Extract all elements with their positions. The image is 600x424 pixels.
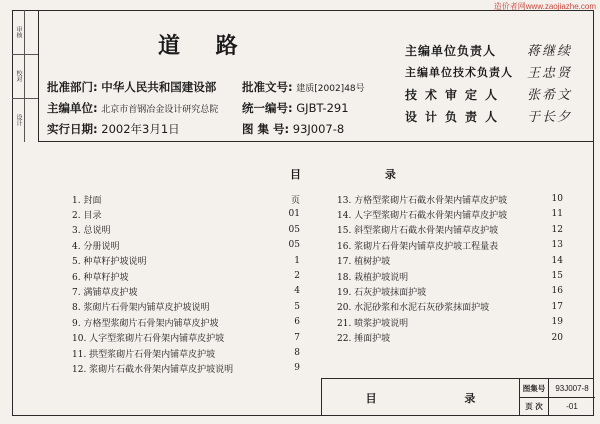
editor-unit-label: 主编单位: (47, 101, 98, 115)
signature-name: 蒋继续 (527, 44, 573, 59)
toc-item-title: 1. 封面 (72, 195, 102, 206)
toc-item-title: 21. 喷浆护坡说明 (337, 318, 409, 329)
toc-item[interactable] (337, 223, 563, 237)
toc-item[interactable] (337, 331, 563, 345)
responsible-role: 主编单位负责人 (405, 44, 497, 58)
toc-item[interactable] (72, 361, 300, 375)
atlas-no-value: 93J007-8 (292, 122, 345, 136)
signature-strip (12, 10, 39, 142)
toc-item-page: 7 (294, 332, 300, 343)
atlas-number-value: 93J007-8 (555, 383, 589, 393)
toc-item-title: 2. 目录 (72, 210, 102, 221)
toc-item-page: 9 (294, 363, 300, 374)
toc-item-title: 19. 石灰护坡抹面护坡 (337, 287, 427, 298)
signature-role-design: 设计 (15, 114, 22, 126)
toc-item-page: 4 (294, 286, 300, 297)
page-title: 道 路 (158, 33, 252, 59)
toc-item-title: 16. 浆砌片石骨架内铺草皮护坡工程量表 (337, 241, 499, 252)
editor-unit-value: 北京市首钢冶金设计研究总院 (101, 105, 219, 115)
toc-item-page: 20 (551, 332, 563, 343)
toc-item-title: 5. 种草籽护坡说明 (72, 257, 147, 268)
toc-item-page: 17 (551, 301, 563, 312)
toc-item-page: 14 (551, 255, 563, 266)
approval-doc (242, 79, 365, 95)
toc-item-page: 05 (288, 224, 300, 235)
toc-item-page: 2 (294, 271, 300, 281)
page-number-value: -01 (549, 397, 595, 415)
toc-item[interactable] (337, 284, 563, 298)
toc-item-title: 9. 方格型浆砌片石骨架内铺草皮护坡 (72, 318, 219, 329)
atlas-number-label: 图集号 (520, 379, 549, 397)
toc-item-page: 页 (290, 195, 300, 206)
toc-item[interactable] (72, 192, 300, 206)
approval-doc-label: 批准文号: (242, 80, 293, 94)
toc-item-title: 4. 分册说明 (72, 241, 120, 252)
toc-item[interactable] (72, 346, 300, 360)
effective-date-value: 2002年3月1日 (101, 122, 180, 136)
approval-dept-label: 批准部门: (47, 80, 98, 94)
approval-dept (47, 79, 216, 95)
toc-item-title: 20. 水泥砂浆和水泥石灰砂浆抹面护坡 (337, 303, 490, 314)
effective-date-label: 实行日期: (47, 122, 98, 136)
toc-item[interactable] (337, 192, 563, 206)
toc-item-page: 5 (294, 301, 300, 312)
unified-no-value: GJBT-291 (296, 101, 349, 115)
toc-item[interactable] (72, 269, 300, 283)
toc-item[interactable] (72, 300, 300, 314)
toc-item-title: 10. 人字型浆砌片石骨架内铺草皮护坡 (72, 334, 225, 345)
approval-doc-value: 建质[2002]48号 (296, 84, 365, 94)
toc-item-title: 13. 方格型浆砌片石截水骨架内铺草皮护坡 (337, 195, 508, 206)
signature-role-check: 校对 (15, 70, 22, 82)
atlas-no-label: 图 集 号: (242, 122, 290, 136)
toc-item[interactable] (72, 315, 300, 329)
toc-item-title: 7. 满铺草皮护坡 (72, 287, 138, 298)
toc-item-title: 22. 捶面护坡 (337, 334, 391, 345)
toc-item[interactable] (337, 269, 563, 283)
toc-item-title: 12. 浆砌片石截水骨架内铺草皮护坡说明 (72, 364, 234, 375)
toc-item-page: 01 (288, 209, 300, 220)
toc-item-page: 19 (551, 317, 563, 328)
signature-name: 王忠贤 (527, 66, 573, 81)
toc-item-title: 14. 人字型浆砌片石截水骨架内铺草皮护坡 (337, 210, 508, 221)
toc-item-page: 11 (551, 209, 563, 220)
toc-item-page: 16 (551, 286, 563, 297)
toc-item-title: 18. 栽植护坡说明 (337, 272, 409, 283)
title-block-name: 目 录 (322, 379, 520, 416)
signature-name: 于长夕 (527, 110, 573, 125)
toc-item-title: 8. 浆砌片石骨架内铺草皮护坡说明 (72, 303, 210, 314)
approval-dept-value: 中华人民共和国建设部 (101, 80, 217, 94)
toc-item[interactable] (72, 284, 300, 298)
responsible-role: 主编单位技术负责人 (405, 66, 513, 79)
toc-item[interactable] (72, 207, 300, 221)
toc-item-title: 17. 植树护坡 (337, 257, 391, 268)
unified-no (242, 100, 349, 116)
toc-item[interactable] (72, 238, 300, 252)
unified-no-label: 统一编号: (242, 101, 293, 115)
toc-item[interactable] (72, 223, 300, 237)
responsible-role: 设计负责人 (405, 110, 506, 124)
watermark: 造价者网www.zaojiazhe.com (493, 2, 596, 11)
toc-item-page: 1 (294, 255, 300, 266)
toc-item-page: 12 (551, 224, 563, 235)
toc-item[interactable] (72, 331, 300, 345)
toc-item-page: 6 (294, 317, 300, 328)
title-block (321, 378, 594, 416)
toc-item-page: 8 (294, 348, 300, 358)
toc-item[interactable] (337, 254, 563, 268)
page-number-label: 页 次 (520, 397, 549, 415)
toc-item-page: 15 (551, 271, 563, 281)
toc-heading: 目 录 (290, 168, 436, 181)
toc-item-title: 15. 斜型浆砌片石截水骨架内铺草皮护坡 (337, 226, 499, 237)
toc-item-page: 10 (551, 194, 563, 204)
toc-item[interactable] (337, 207, 563, 221)
toc-item[interactable] (337, 315, 563, 329)
signature-name: 张希文 (527, 88, 573, 103)
effective-date (47, 121, 180, 137)
atlas-no (242, 121, 344, 137)
toc-item-title: 6. 种草籽护坡 (72, 272, 129, 283)
toc-item[interactable] (337, 300, 563, 314)
toc-item[interactable] (337, 238, 563, 252)
toc-item[interactable] (72, 254, 300, 268)
toc-item-page: 05 (288, 240, 300, 251)
responsible-role: 技术审定人 (405, 88, 506, 102)
signature-role-review: 审核 (15, 26, 22, 38)
toc-item-title: 11. 拱型浆砌片石骨架内铺草皮护坡 (72, 349, 216, 360)
editor-unit (47, 100, 218, 116)
toc-item-title: 3. 总说明 (72, 226, 111, 237)
toc-item-page: 13 (551, 240, 563, 251)
